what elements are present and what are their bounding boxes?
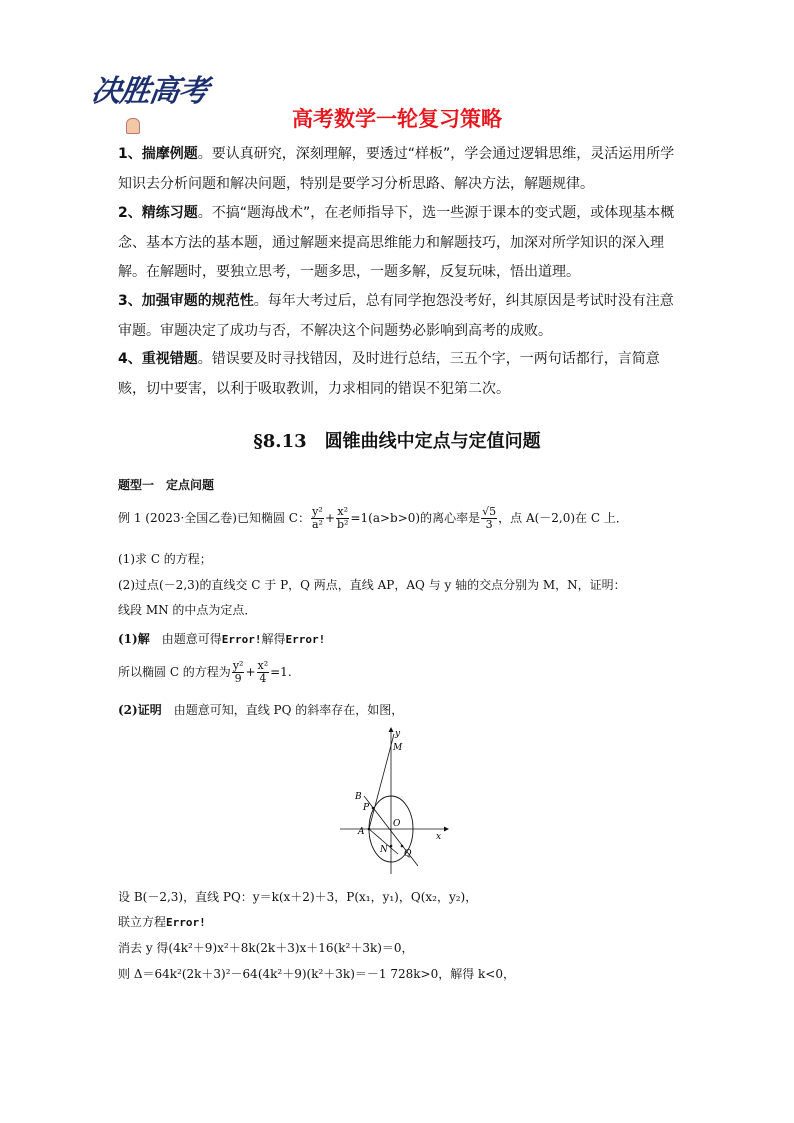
question-2-line1: (2)过点(－2,3)的直线交 C 于 P，Q 两点，直线 AP，AQ 与 y 轴的交点分别为 M，N，证明：: [118, 578, 626, 592]
solution-line-4: 则 Δ＝64k²(2k＋3)²－64(4k²＋9)(k²＋3k)＝－1 728k>0，解得 k<0，: [118, 967, 515, 981]
strategy-head: 精练习题: [141, 205, 198, 221]
label-o: O: [393, 819, 401, 829]
strategy-2: 2、精练习题。不搞“题海战术”，在老师指导下，选一些源于课本的变式题，或体现基本概念、基本方法的基本题，通过解题来提高思维能力和解题技巧，加深对所学知识的深入理解。在解题时，要独立思考，一题多思，一题多解，反复玩味，悟出道理。: [118, 205, 675, 280]
label-b: B: [355, 792, 362, 802]
section-title: §8.13 圆锥曲线中定点与定值问题: [253, 431, 541, 452]
solution-line-1: 设 B(－2,3)，直线 PQ：y＝k(x＋2)＋3，P(x₁，y₁)，Q(x₂，y₂)，: [118, 890, 478, 904]
question-1: (1)求 C 的方程；: [118, 552, 212, 566]
label-m: M: [393, 743, 403, 753]
solution-1-result: 所以椭圆 C 的方程为 $\frac{\text{y²}}{9}$ + $\frac{\text{x²}}{4}$ =1.: [118, 659, 292, 685]
solution-1: (1)解 由题意可得Error!解得Error!: [118, 632, 326, 646]
solution-line-2: 联立方程Error!: [118, 915, 206, 929]
strategy-head: 加强审题的规范性: [141, 293, 254, 309]
strategy-3: 3、加强审题的规范性。每年大考过后，总有同学抱怨没考好，纠其原因是考试时没有注意审题。审题决定了成功与否，不解决这个问题势必影响到高考的成败。: [118, 293, 674, 339]
example-statement: 例 1 (2023·全国乙卷)已知椭圆 C： $\frac{\text{y²}}{\text{a²}}$ + $\frac{\text{x²}}{\text{b²}}$ =1(a>b>0)的离心率是 $\frac{√5}{3}$ ，点 A(－2,0)在 C 上．: [118, 505, 628, 531]
label-n: N: [380, 845, 388, 855]
label-y: y: [395, 729, 401, 739]
page-title: 高考数学一轮复习策略: [292, 107, 502, 131]
ellipse-figure: [340, 726, 455, 876]
label-p: P: [363, 803, 370, 813]
label-q: Q: [404, 849, 412, 859]
label-a: A: [358, 827, 365, 837]
x-axis-arrow: [444, 827, 449, 832]
point-p: [372, 807, 375, 810]
strategy-4: 4、重视错题。错误要及时寻找错因，及时进行总结，三五个字，一两句话都行，言简意赅，切中要害，以利于吸取教训，力求相同的错误不犯第二次。: [118, 351, 660, 397]
point-n: [390, 845, 393, 848]
point-q: [401, 845, 404, 848]
y-axis-arrow: [389, 727, 394, 732]
logo-text: 决胜高考: [89, 74, 210, 109]
point-a: [368, 828, 371, 831]
question-2-line2: 线段 MN 的中点为定点．: [118, 603, 257, 617]
strategy-head: 重视错题: [141, 351, 198, 367]
solution-line-3: 消去 y 得(4k²＋9)x²＋8k(2k＋3)x＋16(k²＋3k)＝0，: [118, 941, 414, 955]
strategy-head: 揣摩例题: [141, 146, 198, 162]
question-type-label: 题型一 定点问题: [118, 478, 215, 492]
label-x: x: [436, 832, 442, 842]
strategy-1: 1、揣摩例题。要认真研究，深刻理解，要透过“样板”，学会通过逻辑思维，灵活运用所学知识去分析问题和解决问题，特别是要学习分析思路、解决方法，解题规律。: [118, 146, 675, 192]
line-am: [369, 734, 394, 829]
solution-2-intro: (2)证明 由题意可知，直线 PQ 的斜率存在，如图，: [118, 703, 404, 717]
